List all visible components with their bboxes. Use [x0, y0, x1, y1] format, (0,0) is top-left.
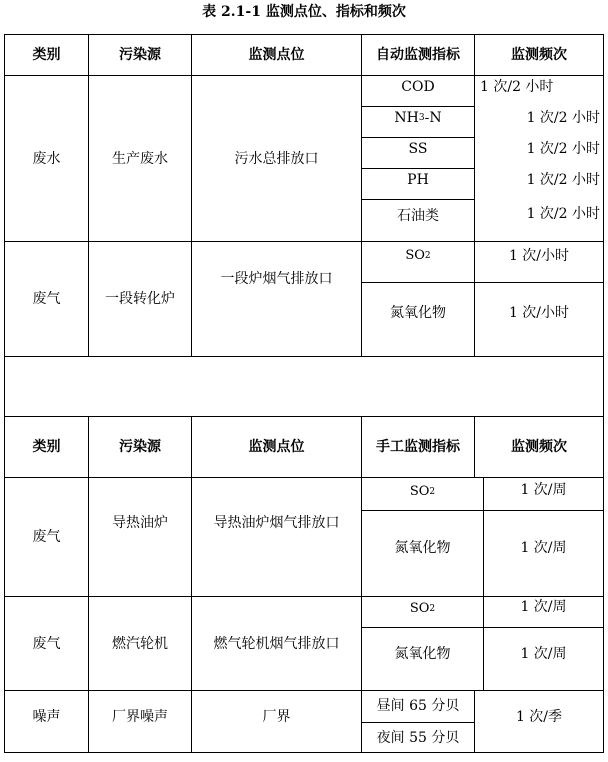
frequency-cell: 1 次/季 — [515, 709, 563, 725]
monitoring-point-cell: 燃气轮机烟气排放口 — [213, 635, 340, 652]
monitoring-point-cell: 厂界 — [262, 709, 291, 725]
indicator-cell: 氮氧化物 — [394, 540, 451, 556]
indicator-cell: 石油类 — [397, 208, 439, 224]
source-cell: 一段转化炉 — [105, 291, 175, 307]
table-border-right — [603, 34, 604, 753]
indicator-cell: 夜间 55 分贝 — [376, 729, 460, 746]
header-frequency: 监测频次 — [511, 439, 567, 455]
indicator-cell: 昼间 65 分贝 — [376, 697, 460, 714]
category-cell: 废气 — [32, 529, 61, 545]
header-monitoring-point: 监测点位 — [248, 439, 305, 455]
header-source: 污染源 — [119, 439, 161, 455]
source-cell: 燃汽轮机 — [112, 635, 168, 652]
indicator-cell: SO 2 — [409, 601, 436, 616]
header-category: 类别 — [32, 439, 61, 455]
frequency-cell: 1 次/2 小时 — [526, 141, 600, 157]
indicator-cell: PH — [407, 172, 429, 188]
category-cell: 噪声 — [32, 709, 61, 725]
indicator-cell: SO 2 — [409, 484, 436, 499]
frequency-cell: 1 次/周 — [520, 646, 567, 662]
indicator-cell: NH 3 -N — [394, 110, 442, 126]
category-cell: 废气 — [32, 291, 61, 307]
frequency-cell: 1 次/周 — [520, 540, 567, 556]
frequency-cell: 1 次/小时 — [508, 305, 570, 321]
header-manual-indicator: 手工监测指标 — [376, 439, 460, 455]
header-auto-indicator: 自动监测指标 — [376, 47, 460, 63]
frequency-cell: 1 次/2 小时 — [526, 110, 600, 126]
monitoring-point-cell: 污水总排放口 — [234, 150, 319, 167]
header-source: 污染源 — [119, 47, 161, 63]
frequency-cell: 1 次/2 小时 — [526, 206, 600, 222]
source-cell: 厂界噪声 — [112, 709, 168, 725]
monitoring-point-cell: 导热油炉烟气排放口 — [213, 515, 340, 531]
frequency-cell: 1 次/2 小时 — [480, 79, 554, 95]
frequency-cell: 1 次/小时 — [508, 248, 570, 264]
category-cell: 废水 — [32, 150, 61, 167]
monitoring-point-cell: 一段炉烟气排放口 — [220, 271, 333, 287]
indicator-cell: COD — [401, 79, 435, 95]
table-title: 表 2.1-1 监测点位、指标和频次 — [202, 4, 406, 20]
indicator-cell: SO 2 — [405, 248, 431, 263]
table1-bottom-border — [4, 356, 604, 357]
header-monitoring-point: 监测点位 — [248, 47, 305, 63]
frequency-cell: 1 次/周 — [520, 482, 567, 498]
header-frequency: 监测频次 — [511, 47, 567, 63]
category-cell: 废气 — [32, 635, 61, 652]
indicator-cell: 氮氧化物 — [394, 646, 451, 662]
indicator-cell: 氮氧化物 — [390, 305, 446, 321]
frequency-cell: 1 次/2 小时 — [526, 172, 600, 188]
indicator-cell: SS — [408, 141, 428, 157]
frequency-cell: 1 次/周 — [520, 599, 567, 615]
source-cell: 导热油炉 — [112, 515, 168, 531]
source-cell: 生产废水 — [112, 150, 168, 167]
header-category: 类别 — [32, 47, 61, 63]
table-border-bottom — [4, 752, 604, 753]
